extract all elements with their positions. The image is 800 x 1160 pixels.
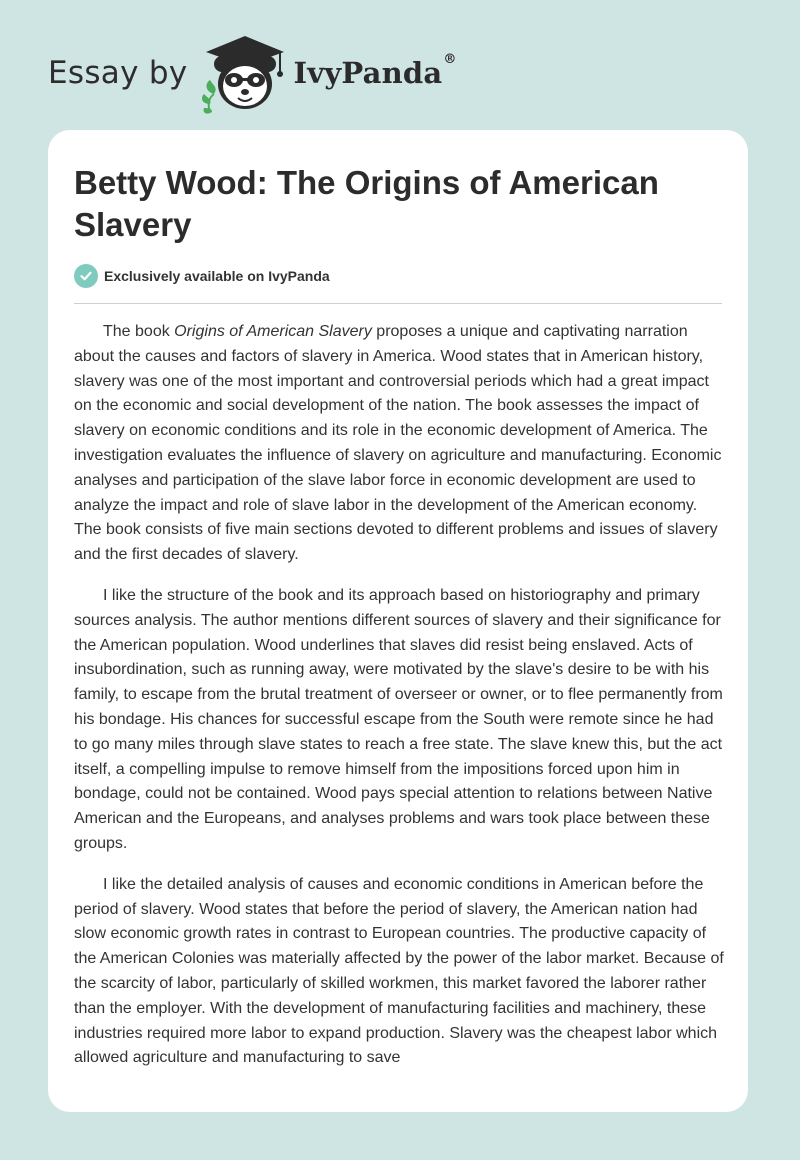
header-divider [74, 303, 722, 304]
check-icon [74, 264, 98, 288]
ivypanda-panda-logo-icon[interactable] [200, 28, 290, 118]
site-header [48, 28, 457, 118]
check-mark-glyph [79, 269, 93, 283]
paragraph-2: I like the structure of the book and its approach based on historiography and primary sources analysis. The author mentions different sources of slavery and their significance for the American population. Wood underlines that slaves did resist being enslaved. Acts of insubordination, such as running away, were motivated by the slave's desire to be with his family, to escape from the brutal treatment of overseer or owner, or to flee permanently from his bondage. His chances for successful escape from the South were remote since he had to go many miles through slave states to reach a free state. The slave knew this, but the act itself, a compelling impulse to remove himself from the impositions forced upon him in bondage, could not be contained. Wood pays special attention to relations between Native American and the Europeans, and analyses problems and wars took place between these groups. [74, 586, 723, 852]
essay-by-label: Essay by [48, 55, 188, 91]
brand-name-text: IvyPanda [293, 56, 443, 90]
registered-mark: ® [443, 52, 457, 67]
paragraph-1-lead: The book [103, 323, 175, 340]
paragraph-1-rest: proposes a unique and captivating narration about the causes and factors of slavery in America. Wood states that in American history, slavery was one of the most important and controversial periods which had a great impact on the economic and social development of the nation. The book assesses the impact of slavery on economic conditions and its role in the economic development of America. The investigation evaluates the influence of slavery on agriculture and manufacturing. Economic analyses and participation of the slave labor force in economic development are used to analyze the impact and role of slave labor in the development of the American economy. The book consists of five main sections devoted to different problems and issues of slavery and the first decades of slavery. [74, 323, 722, 564]
essay-title: Betty Wood: The Origins of American Slavery [74, 164, 659, 243]
ivypanda-wordmark[interactable] [293, 52, 457, 90]
book-title-italic: Origins of American Slavery [174, 323, 372, 340]
essay-body [74, 320, 728, 1087]
essay-card [48, 130, 748, 1112]
paragraph-1 [74, 320, 728, 568]
exclusive-label: Exclusively available on IvyPanda [104, 268, 330, 284]
exclusive-badge [74, 264, 330, 288]
paragraph-3: I like the detailed analysis of causes and economic conditions in American before the period of slavery. Wood states that before the period of slavery, the American nation had slow economic growth rates in contrast to European countries. The productive capacity of the American Colonies was materially affected by the power of the labor market. Because of the scarcity of labor, particularly of skilled workmen, this market favored the laborer rather than the employer. With the development of manufacturing facilities and machinery, these industries required more labor to expand production. Slavery was the cheapest labor which allowed agriculture and manufacturing to save [74, 875, 724, 1067]
